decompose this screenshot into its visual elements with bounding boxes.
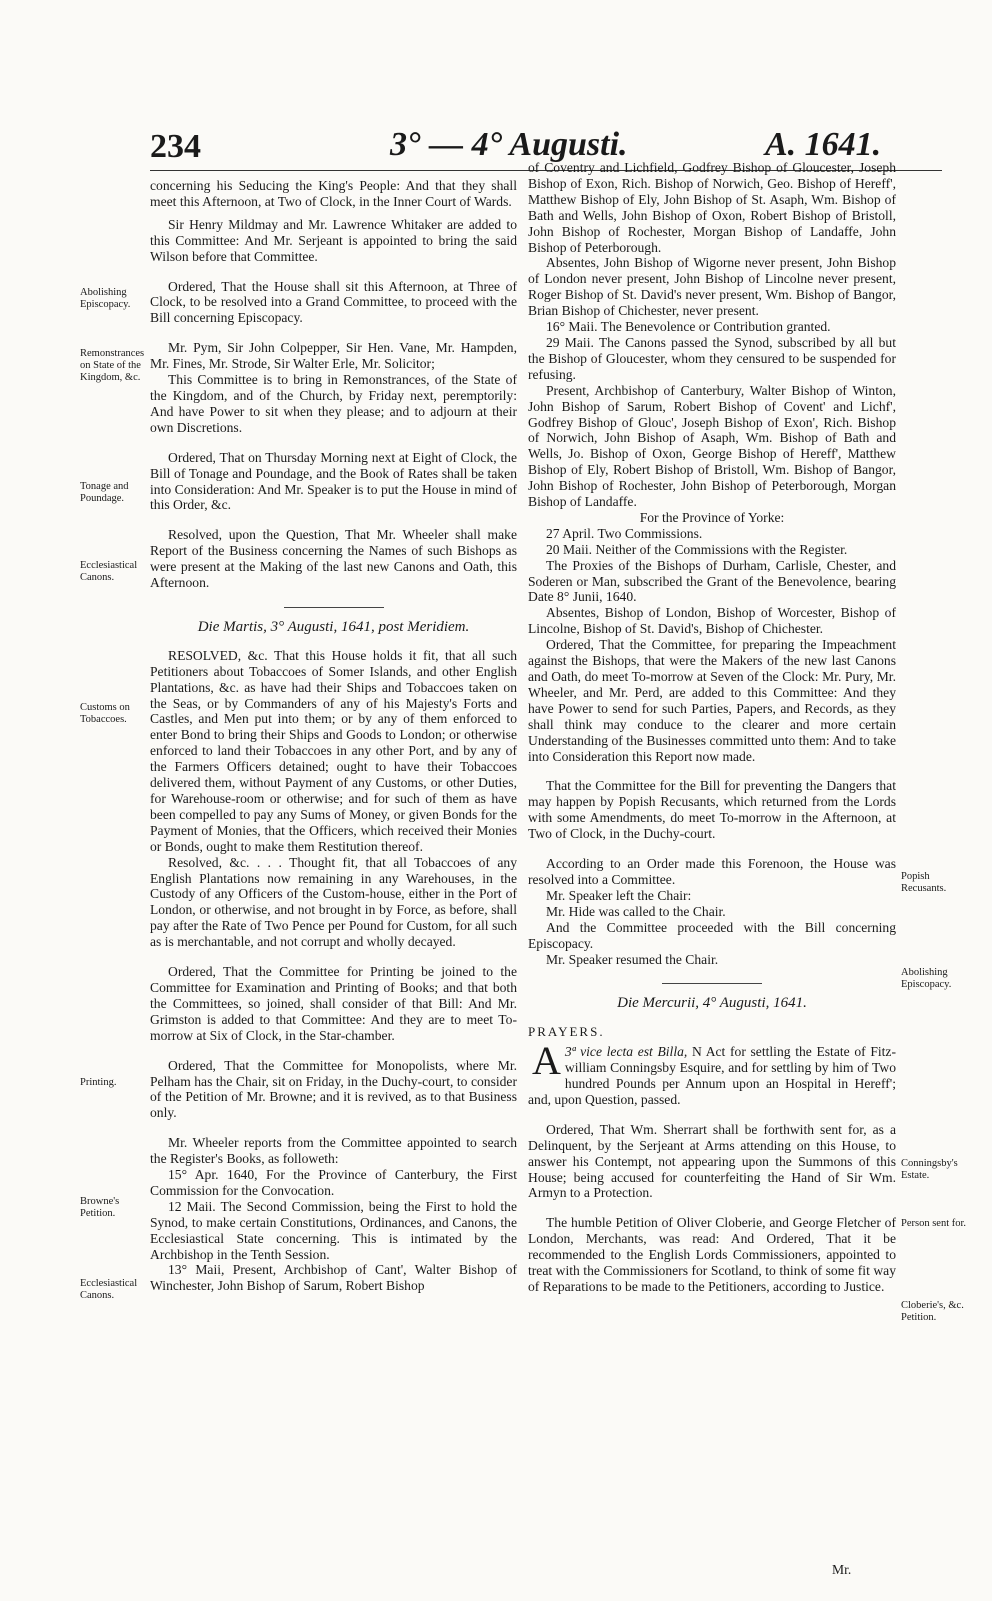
paragraph: Mr. Speaker resumed the Chair. [546,951,719,967]
paragraph: The humble Petition of Oliver Cloberie, and George Fletcher of London, Merchants, was read: And Ordered, That it be recommended to the English Lords Commissioners, appointed to treat with the Commissioners for Scotland, to think of some fit way of Reparations to be made to the Petitioners, according to Justice. [528,1215,896,1294]
paragraph: Resolved, &c. . . . Thought fit, that all Tobaccoes of any English Plantations now remaining in any Warehouses, in the Custody of any Officers of the Custom-house, either in the Port of London, or otherwise, and not brought in by Force, as before, shall pay after the Rate of Two Pence per Pound for Custom, for all such as is merchantable, and not corrupt and wholly decayed. [150,854,517,950]
margin-note-cloberie: Cloberie's, &c. Petition. [901,1300,964,1323]
paragraph: According to an Order made this Forenoon, the House was resolved into a Committee. [528,856,896,887]
paragraph: 16° Maii. The Benevolence or Contribution granted. [546,319,831,335]
margin-note-abolishing-2: Abolishing Episcopacy. [901,967,952,990]
paragraph: The Proxies of the Bishops of Durham, Carlisle, Chester, and Soderen or Man, subscribed the Grant of the Benevolence, bearing Date 8° Junii, 1640. [528,557,896,605]
margin-note-tonage: Tonage and Poundage. [80,481,129,504]
paragraph: Ordered, That the Committee, for preparing the Impeachment against the Bishops, that were the Makers of the new last Canons and Oath, do meet To-morrow at Seven of the Clock: Mr. Pury, Mr. Wheeler, and Mr. Perd, are added to this Committee: And they have Power to send for such Parties, Papers, and Records, as they shall think may conduce to the clearer and more certain Understanding of the Businesses committed unto them: And to take into Consideration this Report now made. [528,637,896,764]
paragraph: Mr. Hide was called to the Chair. [546,903,726,919]
vice-lecta-label: 3ª vice lecta est Billa, [564,1044,688,1060]
paragraph: Mr. Pym, Sir John Colpepper, Sir Hen. Vane, Mr. Hampden, Mr. Fines, Mr. Strode, Sir Walter Erle, Mr. Solicitor; [150,340,517,372]
paragraph: This Committee is to bring in Remonstrances, of the State of the Kingdom, and of the Church, by Friday next, peremptorily: And have Power to sit when they please; and to adjourn at their own Discretions. [150,372,517,435]
paragraph: And the Committee proceeded with the Bill concerning Episcopacy. [528,919,896,951]
left-column [150,178,517,1294]
paragraph: 27 April. Two Commissions. [546,525,703,541]
paragraph: Sir Henry Mildmay and Mr. Lawrence Whitaker are added to this Committee: And Mr. Serjeant is appointed to bring the said Wilson before that Committee. [150,216,517,264]
paragraph: RESOLVED, &c. That this House holds it fit, that all such Petitioners about Tobaccoes of Somer Islands, and other English Plantations, &c. as have had their Ships and Tobaccoes taken on the Seas, or by Commanders of any of his Majesty's Forts and Castles, and Men put into them; or by any of them enforced to enter Bond to bring their Ships and Goods to London; or otherwise enforced to land their Tobaccoes in any other Port, and by any of the Farmers Officers detained; ought to have their Tobaccoes delivered them, without Payment of any Customs, or other Duties, for Warehouse-room or otherwise; and for such of them as have been compelled to pay any Sums of Money, or given Bonds for the Payment of Monies, that the Officers, which received their Monies or Bonds, ought to make them Restitution thereof. [150,647,517,854]
paragraph: Mr. Wheeler reports from the Committee appointed to search the Register's Books, as followeth: [150,1135,517,1167]
paragraph: Ordered, That the Committee for Monopolists, where Mr. Pelham has the Chair, sit on Friday, in the Duchy-court, to consider of the Petition of Mr. Browne; and it is revived, as to that Business only. [150,1057,517,1121]
margin-note-printing: Printing. [80,1077,117,1088]
paragraph: Ordered, That the Committee for Printing be joined to the Committee for Examination and Printing of Books; and that both the Committees, so joined, shall consider of that Bill: And Mr. Grimston is added to that Committee: And they are to meet To-morrow at Six of Clock, in the Star-chamber. [150,964,517,1043]
margin-note-ecclesiastical: Ecclesiastical Canons. [80,560,138,583]
act-paragraph [528,1038,896,1108]
margin-note-abolishing: Abolishing Episcopacy. [80,287,131,310]
margin-note-popish: Popish Recusants. [901,871,947,894]
paragraph: Absentes, Bishop of London, Bishop of Worcester, Bishop of Lincolne, Bishop of St. David's, Bishop of Chichester. [528,605,896,637]
margin-note-ecclesiastical-2: Ecclesiastical Canons. [80,1278,138,1301]
margin-note-person-sent: Person sent for. [901,1218,967,1229]
catchword: Mr. [832,1562,852,1577]
section-heading: Die Martis, 3° Augusti, 1641, post Meridiem. [150,607,517,636]
margin-note-customs: Customs on Tobaccoes. [80,702,130,725]
running-year: A. 1641. [765,126,882,163]
paragraph: 12 Maii. The Second Commission, being the First to hold the Synod, to make certain Constitutions, Ordinances, and Canons, the Ecclesiastical State concerning. This is intimated by the Archbishop in the Tenth Session. [150,1198,517,1262]
prayers-heading: PRAYERS. [528,1024,605,1040]
page-number: 234 [150,128,201,165]
paragraph: Absentes, John Bishop of Wigorne never present, John Bishop of London never present, John Bishop of Lincolne never present, Roger Bishop of St. David's never present, Wm. Bishop of Bangor, Brian Bishop of Chichester, never present. [528,255,896,319]
paragraph: Ordered, That on Thursday Morning next at Eight of Clock, the Bill of Tonage and Poundage, and the Book of Rates shall be taken into Consideration: And Mr. Speaker is to put the House in mind of this Order, &c. [150,449,517,513]
drop-cap: A [532,1038,561,1084]
province-heading: For the Province of Yorke: [639,509,785,525]
paragraph: 15° Apr. 1640, For the Province of Canterbury, the First Commission for the Convocation. [150,1167,517,1198]
running-dates: 3° — 4° Augusti. [390,126,628,163]
act-text: N Act for settling the Estate of Fitz-william Conningsby Esquire, and for settling by him of Two hundred Pounds per Annum upon an Hospital in Hereff'; and, upon Question, passed. [528,1044,896,1107]
section-heading: Die Mercurii, 4° Augusti, 1641. [528,983,896,1012]
paragraph: Ordered, That the House shall sit this Afternoon, at Three of Clock, to be resolved into a Grand Committee, to proceed with the Bill concerning Episcopacy. [150,278,517,326]
paragraph: 20 Maii. Neither of the Commissions with the Register. [546,541,848,557]
paragraph: Mr. Speaker left the Chair: [546,887,692,903]
paragraph: 29 Maii. The Canons passed the Synod, subscribed by all but the Bishop of Gloucester, whom they censured to be suspended for refusing. [528,334,896,382]
margin-note-browne: Browne's Petition. [80,1196,120,1219]
paragraph: concerning his Seducing the King's People: And that they shall meet this Afternoon, at Two of Clock, in the Inner Court of Wards. [150,178,517,209]
paragraph: Ordered, That Wm. Sherrart shall be forthwith sent for, as a Delinquent, by the Serjeant at Arms attending on this House, to answer his Contempt, not appearing upon the Summons of this House; being accused for counterfeiting the Hand of Sir Wm. Armyn to a Protection. [528,1121,896,1201]
paragraph: of Coventry and Lichfield, Godfrey Bishop of Gloucester, Joseph Bishop of Exon, Rich. Bishop of Norwich, Geo. Bishop of Hereff', Matthew Bishop of Ely, John Bishop of St. Asaph, Wm. Bishop of Bath and Wells, John Bishop of Oxon, Robert Bishop of Bristoll, John Bishop of Rochester, Morgan Bishop of Landaffe, John Bishop of Peterborough. [528,160,896,255]
paragraph: That the Committee for the Bill for preventing the Dangers that may happen by Popish Recusants, which returned from the Lords with some Amendments, do meet To-morrow in the Afternoon, at Two of Clock, in the Duchy-court. [528,778,896,842]
paragraph: Resolved, upon the Question, That Mr. Wheeler shall make Report of the Business concerning the Names of such Bishops as were present at the Making of the last new Canons and Oath, this Afternoon. [150,527,517,591]
paragraph: 13° Maii, Present, Archbishop of Cant', Walter Bishop of Winchester, John Bishop of Sarum, Robert Bishop [150,1262,517,1294]
margin-note-remonstrances: Remonstrances on State of the Kingdom, &c. [80,348,145,383]
margin-note-conningsby: Conningsby's Estate. [901,1158,958,1181]
right-column [528,160,896,1295]
paragraph: Present, Archbishop of Canterbury, Walter Bishop of Winton, John Bishop of Sarum, Robert Bishop of Covent' and Lichf', Godfrey Bishop of Glouc', Joseph Bishop of Exon', Rich. Bishop of Norwich, John Bishop of Asaph, Wm. Bishop of Bath and Wells, Jo. Bishop of Oxon, George Bishop of Hereff', Matthew Bishop of Ely, Robert Bishop of Bristoll, Wm. Bishop of Bangor, John Bishop of Rochester, John Bishop of Peterborough, Morgan Bishop of Landaffe. [528,382,896,510]
